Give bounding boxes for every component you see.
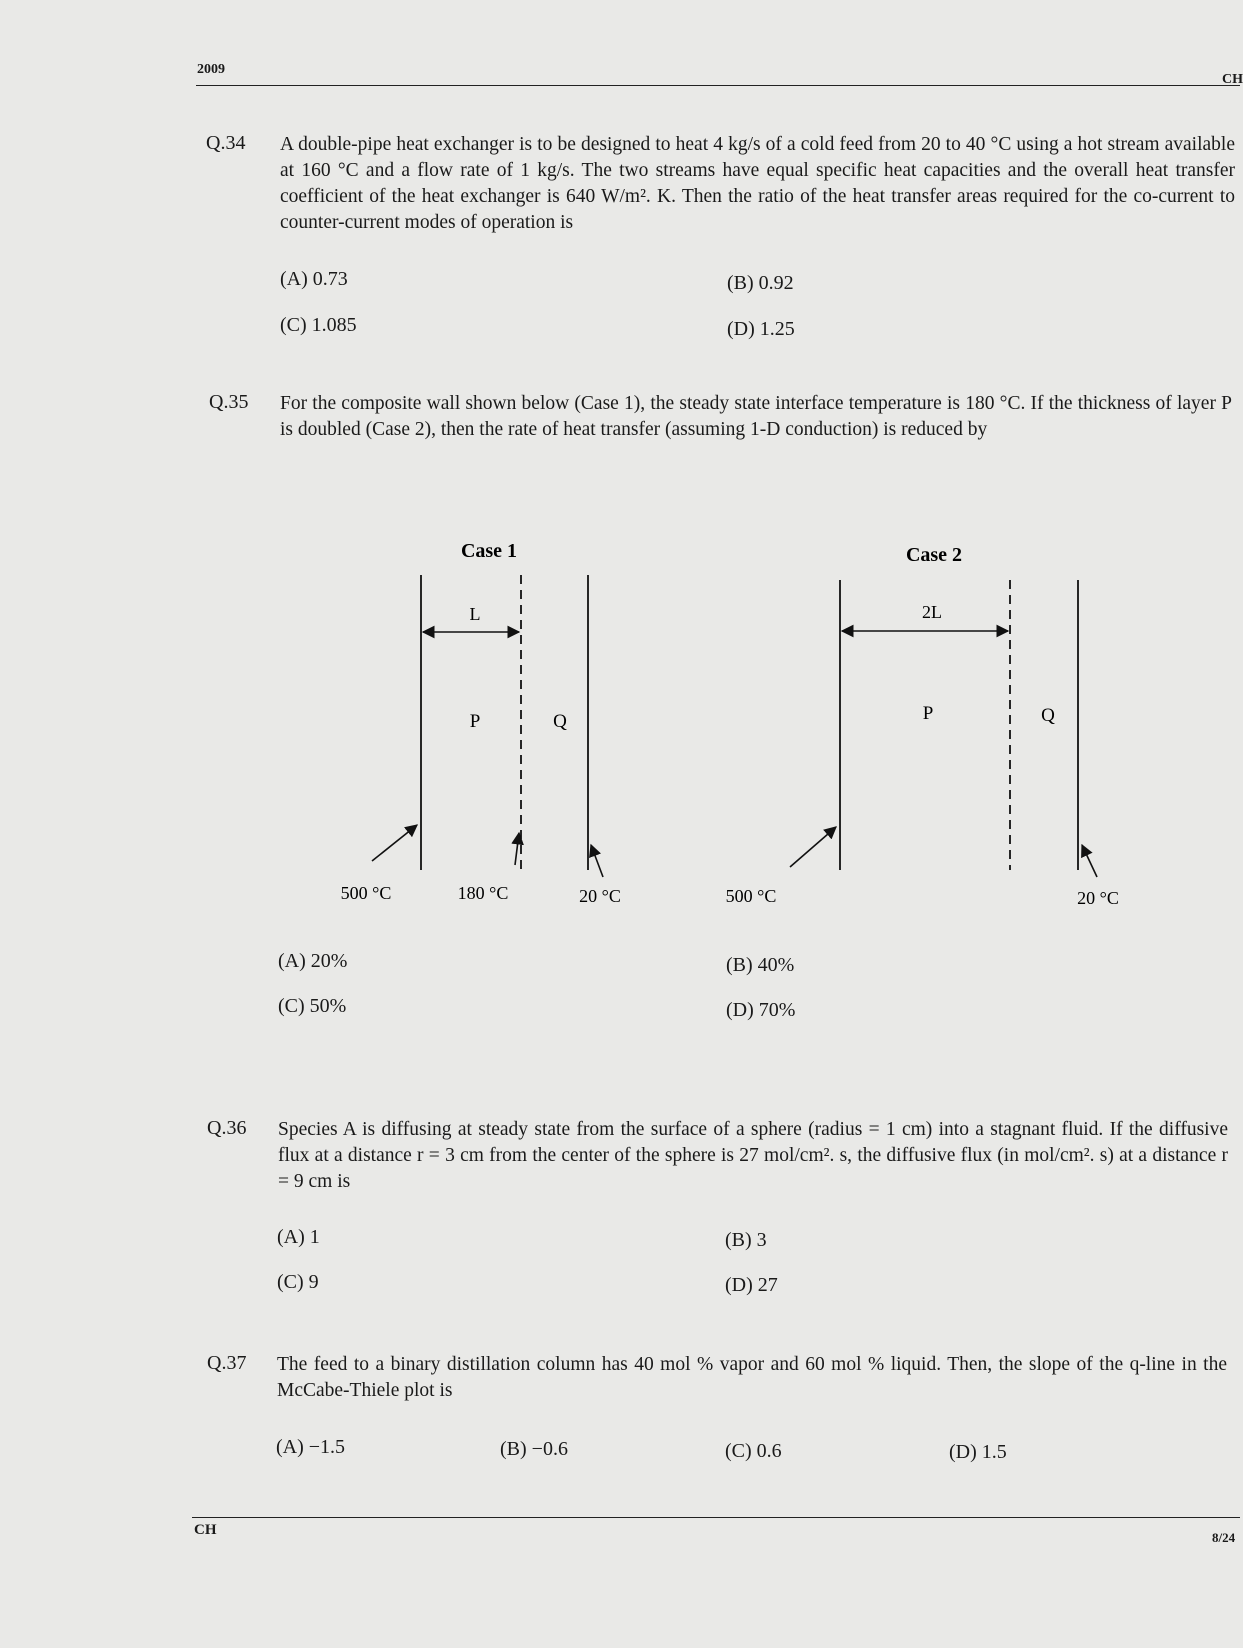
option-c: (C) 50% [278,995,347,1017]
option-a: (A) 20% [278,950,348,972]
footer-rule [192,1517,1240,1518]
option-b: (B) 0.92 [727,272,794,294]
case2-hot-pointer [790,827,836,867]
question-number: Q.36 [207,1117,247,1139]
option-b: (B) 3 [725,1229,767,1251]
option-b: (B) −0.6 [500,1438,568,1460]
header-rule [196,85,1240,86]
option-c: (C) 0.6 [725,1440,782,1462]
case2-layer-q: Q [1041,705,1055,726]
footer-paper-code: CH [194,1522,217,1538]
option-a: (A) 0.73 [280,268,348,290]
case1-layer-q: Q [553,711,567,732]
case2-cold-temperature: 20 °C [1077,888,1119,908]
case2-hot-temperature: 500 °C [725,886,777,906]
option-d: (D) 27 [725,1274,778,1296]
paper-code-header: CH [1222,72,1243,87]
exam-year: 2009 [197,62,225,77]
option-b: (B) 40% [726,954,795,976]
question-text: For the composite wall shown below (Case 1), the steady state interface temperature is 180 °C. If the thickness of layer P is doubled (Case 2), then the rate of heat transfer (assuming 1-D conduction) is reduced by [280,393,1232,440]
case1-thickness-label: L [469,604,481,624]
case1-interface-temperature: 180 °C [457,883,509,903]
case1-cold-pointer [591,845,603,877]
question-text: The feed to a binary distillation column has 40 mol % vapor and 60 mol % liquid. Then, the slope of the q-line in the McCabe-Thiele plot is [277,1354,1227,1401]
question-number: Q.34 [206,132,246,154]
option-d: (D) 1.5 [949,1441,1007,1463]
case2-layer-p: P [922,703,934,724]
case2-cold-pointer [1082,845,1097,877]
case2-thickness-label: 2L [922,602,942,622]
option-d: (D) 1.25 [727,318,795,340]
case1-title: Case 1 [460,540,518,562]
case1-interface-pointer [515,833,519,865]
question-text: A double-pipe heat exchanger is to be designed to heat 4 kg/s of a cold feed from 20 to 40 °C using a hot stream available at 160 °C and a flow rate of 1 kg/s. The two streams have equal specific heat capacities and the overall heat transfer coefficient of the heat exchanger is 640 W/m². K. Then the ratio of the heat transfer areas required for the co-current to counter-current modes of operation is [280,134,1235,233]
option-d: (D) 70% [726,999,796,1021]
case1-hot-temperature: 500 °C [340,883,392,903]
page-number: 8/24 [1212,1530,1236,1545]
question-number: Q.37 [207,1352,247,1374]
option-c: (C) 1.085 [280,314,357,336]
case1-cold-temperature: 20 °C [579,886,621,906]
option-a: (A) 1 [277,1226,320,1248]
question-number: Q.35 [209,391,249,413]
option-a: (A) −1.5 [276,1436,346,1458]
composite-wall-figure [300,525,1160,915]
case2-title: Case 2 [905,544,963,566]
question-text: Species A is diffusing at steady state from the surface of a sphere (radius = 1 cm) into a stagnant fluid. If the diffusive flux at a distance r = 3 cm from the center of the sphere is 27 mol/cm². s, the diffusive flux (in mol/cm². s) at a distance r = 9 cm is [278,1119,1228,1192]
option-c: (C) 9 [277,1271,319,1293]
case1-layer-p: P [469,711,481,732]
case1-hot-pointer [372,825,417,861]
